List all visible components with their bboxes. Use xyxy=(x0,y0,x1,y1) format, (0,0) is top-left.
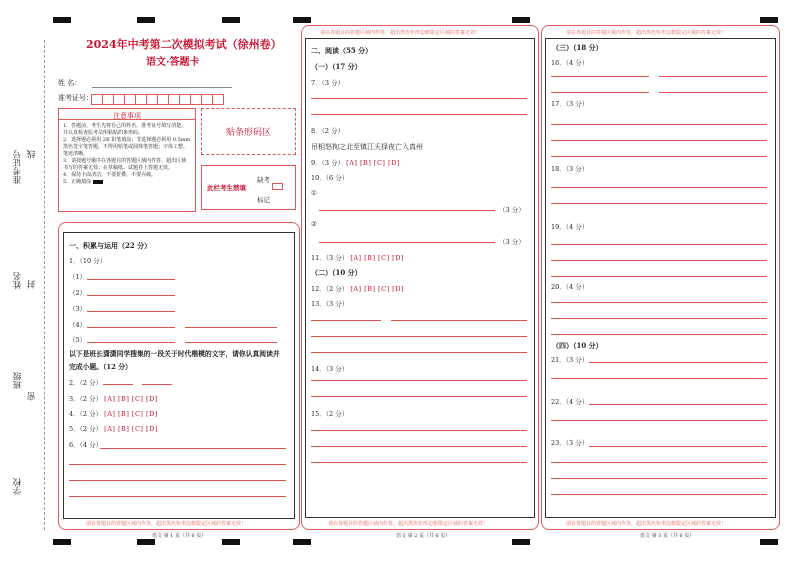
q1-answer-line[interactable] xyxy=(87,342,175,343)
absent-box xyxy=(201,165,296,210)
q9-label: 9．（3 分） [A] [B] [C] [D] xyxy=(311,159,400,167)
q23-answer-line[interactable] xyxy=(589,446,767,447)
q20-label: 20．（4 分） xyxy=(551,283,589,291)
notes-heading: 注意事项 xyxy=(113,112,141,120)
q19-answer-line[interactable] xyxy=(551,260,767,261)
q2-label: 2．（2 分） xyxy=(69,379,103,387)
q22-answer-line[interactable] xyxy=(551,420,767,421)
q21-answer-line[interactable] xyxy=(551,378,767,379)
timing-mark xyxy=(293,539,311,545)
binding-line xyxy=(44,40,45,530)
note-item: 2．选择题必须用 2B 铅笔填涂；非选择题必须用 0.5mm 黑色签字笔答题，不得用铅笔或圆珠笔答题；字体工整、笔迹清晰。 xyxy=(63,137,191,157)
q22-answer-line[interactable] xyxy=(589,404,767,405)
q1-sub-5: （5） xyxy=(69,336,87,344)
q15-label: 15．（2 分） xyxy=(311,410,349,418)
q10-answer-line[interactable] xyxy=(319,242,495,243)
absent-checkbox[interactable] xyxy=(272,183,283,190)
footer-note-3: 请在各题目的答题区域内作答，超出黑色矩形边框限定区域的答案无效！ xyxy=(566,521,727,527)
q13-label: 13．（3 分） xyxy=(311,300,349,308)
q1-sub-1: （1） xyxy=(69,273,87,281)
q23-label: 23．（3 分） xyxy=(551,439,589,447)
q19-answer-line[interactable] xyxy=(551,276,767,277)
q10-part-1: ① xyxy=(311,189,317,197)
page-number-3: 语文 第 3 页（共 6 页） xyxy=(640,533,695,539)
q15-answer-line[interactable] xyxy=(311,430,527,431)
side-label-seal: 封 xyxy=(27,280,37,289)
q17-answer-line[interactable] xyxy=(551,140,767,141)
q10-answer-line[interactable] xyxy=(319,210,495,211)
name-field[interactable] xyxy=(92,87,232,88)
side-label-class: 班级 xyxy=(13,372,23,389)
q17-label: 17．（3 分） xyxy=(551,100,589,108)
timing-mark xyxy=(293,17,311,23)
footer-note-1: 请在各题目的答题区域内作答，超出黑色矩形边框限定区域的答案无效！ xyxy=(86,521,247,527)
page-number-2: 语文 第 2 页（共 6 页） xyxy=(396,533,451,539)
q2-answer-line[interactable] xyxy=(103,384,133,385)
barcode-label: 贴条形码区 xyxy=(225,128,271,138)
timing-mark xyxy=(53,17,71,23)
q16-label: 16．（4 分） xyxy=(551,59,589,67)
footer-note-2: 请在各题目的答题区域内作答，超出黑色矩形边框限定区域的答案无效！ xyxy=(328,521,489,527)
page-number-1: 语文 第 1 页（共 6 页） xyxy=(152,533,207,539)
q6-answer-line[interactable] xyxy=(100,448,286,449)
exam-id-boxes[interactable] xyxy=(91,90,223,109)
note-item: 3．请按题号顺序在各题目的答题区域内作答，超出区域书写的答案无效；在草稿纸、试题卷上答题无效。 xyxy=(63,158,187,171)
q15-answer-line[interactable] xyxy=(311,462,527,463)
timing-mark xyxy=(137,539,155,545)
q12-label: 12．（2 分） [A] [B] [C] [D] xyxy=(311,285,404,293)
q1-sub-4: （4） xyxy=(69,321,87,329)
part1-title: （一）（17 分） xyxy=(311,62,362,71)
timing-mark xyxy=(222,539,240,545)
q21-label: 21．（3 分） xyxy=(551,356,589,364)
q14-answer-line[interactable] xyxy=(311,380,527,381)
q6-answer-line[interactable] xyxy=(69,480,286,481)
q10-score-1: （3 分） xyxy=(499,206,525,214)
q8-sentence: 吊相怒拘之北至镇江夭择夜亡入真州 xyxy=(311,143,423,151)
q16-answer-line[interactable] xyxy=(659,92,767,93)
side-label-exam-id: 准考证号 xyxy=(13,150,23,184)
q18-answer-line[interactable] xyxy=(551,187,767,188)
q1-answer-line[interactable] xyxy=(87,295,175,296)
q7-answer-line[interactable] xyxy=(311,98,527,99)
part2-title: （二）（10 分） xyxy=(311,268,362,277)
q13-answer-line[interactable] xyxy=(311,336,527,337)
q13-answer-line[interactable] xyxy=(311,320,381,321)
q6-answer-line[interactable] xyxy=(69,496,286,497)
q1-answer-line[interactable] xyxy=(185,327,277,328)
q22-label: 22．（4 分） xyxy=(551,398,589,406)
answer-area-1 xyxy=(63,232,295,519)
side-label-line: 线 xyxy=(27,150,37,159)
q10-label: 10．（6 分） xyxy=(311,174,349,182)
note-item: 4．保持卡面清洁，不要折叠、不要弄破。 xyxy=(63,172,157,178)
exam-id-label: 准考证号： xyxy=(58,94,93,102)
q2-answer-line[interactable] xyxy=(142,384,172,385)
q10-score-2: （3 分） xyxy=(499,238,525,246)
q1-label: 1．（10 分） xyxy=(69,257,107,265)
q1-answer-line[interactable] xyxy=(87,327,175,328)
part3-title: （三）（18 分） xyxy=(552,43,603,52)
absent-label: 此栏考生禁填 xyxy=(207,184,246,192)
timing-mark xyxy=(760,539,778,545)
q10-part-2: ② xyxy=(311,220,317,228)
q8-label: 8．（2 分） xyxy=(311,127,345,135)
timing-mark xyxy=(512,539,530,545)
timing-mark xyxy=(760,17,778,23)
absent-title-2: 标记 xyxy=(257,196,270,204)
q21-answer-line[interactable] xyxy=(589,362,767,363)
timing-mark xyxy=(512,17,530,23)
section1-title: 一、积累与运用（22 分） xyxy=(69,241,152,250)
q12-options[interactable]: [A] [B] [C] [D] xyxy=(350,285,404,293)
timing-mark xyxy=(53,539,71,545)
q13-answer-line[interactable] xyxy=(391,320,527,321)
q13-answer-line[interactable] xyxy=(311,352,527,353)
q17-answer-line[interactable] xyxy=(551,156,767,157)
name-label: 姓 名： xyxy=(58,79,82,87)
notes-divider xyxy=(58,119,196,120)
q5-label: 5．（2 分） [A] [B] [C] [D] xyxy=(69,425,158,433)
q1-answer-line[interactable] xyxy=(185,342,277,343)
q11-options[interactable]: [A] [B] [C] [D] xyxy=(350,254,404,262)
q4-options[interactable]: [A] [B] [C] [D] xyxy=(104,410,158,418)
header-note-3: 请在各题目的答题区域内作答，超出黑色矩形边框限定区域的答案无效！ xyxy=(566,30,727,36)
side-label-secret: 密 xyxy=(27,392,37,401)
q23-answer-line[interactable] xyxy=(551,478,767,479)
absent-title-1: 缺考 xyxy=(257,176,270,184)
q23-answer-line[interactable] xyxy=(551,494,767,495)
q4-label: 4．（2 分） [A] [B] [C] [D] xyxy=(69,410,158,418)
timing-mark xyxy=(222,17,240,23)
fill-sample-swatch xyxy=(93,180,103,184)
barcode-zone xyxy=(201,108,296,155)
q19-answer-line[interactable] xyxy=(551,244,767,245)
q6-label: 6．（4 分） xyxy=(69,441,103,449)
q11-label: 11．（3 分） [A] [B] [C] [D] xyxy=(311,254,404,262)
part4-title: （四）（10 分） xyxy=(552,341,603,350)
q1-sub-3: （3） xyxy=(69,305,87,313)
q3-options[interactable]: [A] [B] [C] [D] xyxy=(104,395,158,403)
timing-mark xyxy=(137,17,155,23)
q5-options[interactable]: [A] [B] [C] [D] xyxy=(104,425,158,433)
q1-sub-2: （2） xyxy=(69,289,87,297)
passage-intro: 以下是班长潇潇同学搜集的一段关于时代楷模的文字，请你认真阅读并 xyxy=(69,350,280,358)
page-subtitle: 语文·答题卡 xyxy=(146,57,200,68)
q19-label: 19．（4 分） xyxy=(551,223,589,231)
q17-answer-line[interactable] xyxy=(551,124,767,125)
q1-answer-line[interactable] xyxy=(87,311,175,312)
page-title: 2024年中考第二次模拟考试（徐州卷） xyxy=(86,38,282,51)
q18-answer-line[interactable] xyxy=(551,203,767,204)
q20-answer-line[interactable] xyxy=(551,334,767,335)
q14-label: 14．（3 分） xyxy=(311,365,349,373)
q16-answer-line[interactable] xyxy=(659,76,767,77)
q6-answer-line[interactable] xyxy=(69,464,286,465)
q16-answer-line[interactable] xyxy=(551,76,649,77)
header-note-2: 请在各题目的答题区域内作答，超出黑色矩形边框限定区域的答案无效！ xyxy=(320,30,481,36)
q9-options[interactable]: [A] [B] [C] [D] xyxy=(346,159,400,167)
q1-answer-line[interactable] xyxy=(87,279,175,280)
section2-title: 二、阅读（55 分） xyxy=(311,46,373,55)
q15-answer-line[interactable] xyxy=(311,446,527,447)
side-label-school: 学校 xyxy=(13,478,23,495)
q7-label: 7．（3 分） xyxy=(311,79,345,87)
q7-answer-line[interactable] xyxy=(311,114,527,115)
notes-box xyxy=(58,108,196,212)
side-label-name: 姓名 xyxy=(13,272,23,289)
passage-intro-2: 完成小题。（12 分） xyxy=(69,363,132,371)
q20-answer-line[interactable] xyxy=(551,302,767,303)
q18-label: 18．（3 分） xyxy=(551,165,589,173)
q23-answer-line[interactable] xyxy=(551,462,767,463)
note-item: 1．答题前，考生先将自己的姓名，准考证号填写清楚，并认真检查监考员所粘贴的条形码。 xyxy=(63,123,187,136)
notes-list xyxy=(59,121,195,186)
q20-answer-line[interactable] xyxy=(551,318,767,319)
note-item-fill-sample: 5．正确填涂 xyxy=(63,179,191,186)
q16-answer-line[interactable] xyxy=(551,92,649,93)
q3-label: 3．（2 分） [A] [B] [C] [D] xyxy=(69,395,158,403)
q14-answer-line[interactable] xyxy=(311,396,527,397)
